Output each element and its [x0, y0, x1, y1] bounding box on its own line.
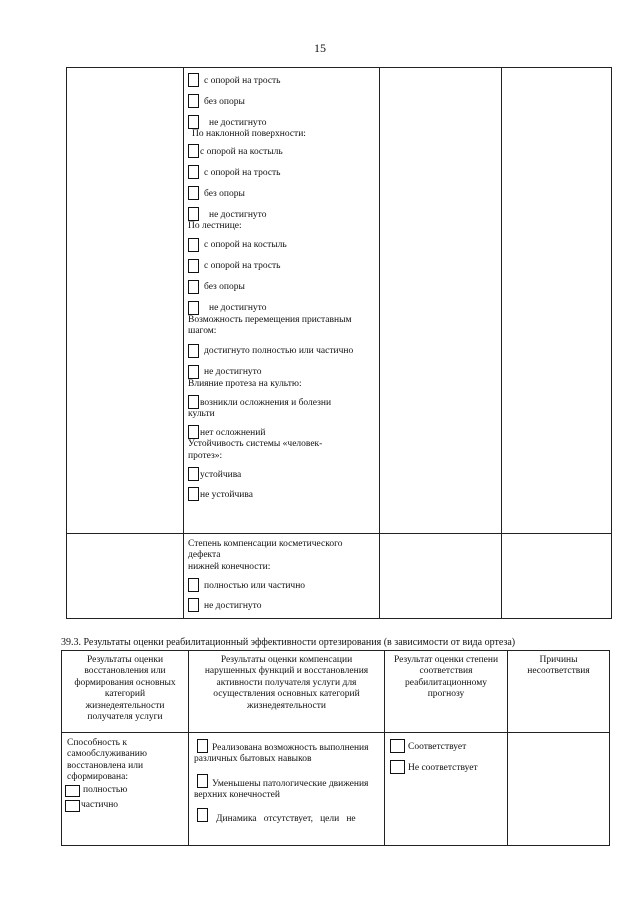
option-row[interactable] — [188, 115, 379, 129]
option-row[interactable] — [188, 94, 379, 108]
option-row[interactable] — [390, 760, 507, 774]
checkbox[interactable] — [188, 344, 199, 358]
option-row[interactable] — [188, 578, 379, 592]
self-care-text: Способность к самообслуживанию восстановлена или сформирована: — [67, 738, 147, 783]
option-row[interactable] — [188, 238, 379, 252]
page-number: 15 — [314, 41, 326, 55]
checkbox[interactable] — [188, 280, 199, 294]
option-row[interactable] — [188, 344, 379, 358]
cosmetic-heading-line: Степень компенсации косметического — [188, 539, 343, 549]
option-row[interactable] — [188, 73, 379, 87]
cosmetic-options-cell — [184, 534, 380, 619]
stump-heading: Влияние протеза на культю: — [188, 378, 302, 389]
option-row[interactable] — [65, 785, 188, 797]
checkbox[interactable] — [188, 425, 199, 439]
option-label: полностью — [83, 785, 128, 796]
option-label: Соответствует — [408, 741, 467, 752]
checkbox[interactable] — [188, 578, 199, 592]
option-label: с опорой на трость — [204, 261, 281, 272]
checkbox[interactable] — [188, 115, 199, 129]
orthosis-results-table — [61, 650, 610, 846]
option-row[interactable] — [390, 739, 507, 753]
checkbox[interactable] — [188, 598, 199, 612]
option-label: Реализована возможность выполнения различных бытовых навыков — [194, 743, 369, 765]
checkbox[interactable] — [390, 760, 405, 774]
side-step-heading-line: Возможность перемещения приставным — [188, 314, 352, 325]
cosmetic-heading-line: нижней конечности: — [188, 561, 271, 572]
option-label: не достигнуто — [209, 117, 267, 128]
upper-empty-cell-1 — [67, 68, 184, 534]
option-row[interactable] — [188, 467, 379, 481]
option-label: без опоры — [204, 96, 245, 107]
upper-empty-cell-8 — [502, 534, 612, 619]
checkbox[interactable] — [188, 94, 199, 108]
checkbox[interactable] — [188, 365, 199, 379]
option-row[interactable] — [188, 425, 379, 439]
compensation-cell — [189, 733, 385, 846]
option-label: устойчива — [200, 469, 242, 480]
option-row[interactable] — [194, 774, 380, 802]
checkbox[interactable] — [197, 774, 208, 788]
upper-empty-cell-3 — [380, 68, 502, 534]
checkbox[interactable] — [390, 739, 405, 753]
option-row[interactable] — [188, 395, 379, 409]
cosmetic-heading-line: дефекта — [188, 550, 221, 561]
option-label: не устойчива — [200, 489, 253, 500]
option-label: возникли осложнения и болезни — [200, 397, 332, 408]
option-row[interactable] — [188, 207, 379, 221]
option-label: Не соответствует — [408, 762, 478, 773]
option-label: с опорой на трость — [204, 75, 281, 86]
upper-empty-cell-4 — [502, 68, 612, 534]
option-row[interactable] — [188, 280, 379, 294]
option-label: с опорой на костыль — [200, 147, 283, 157]
option-row[interactable] — [188, 598, 379, 612]
self-care-cell — [62, 733, 189, 846]
option-row[interactable] — [188, 301, 379, 315]
side-step-heading-line: шагом: — [188, 326, 217, 337]
option-label: не достигнуто — [209, 210, 267, 220]
checkbox[interactable] — [188, 487, 199, 501]
prognosis-cell — [385, 733, 508, 846]
option-label: без опоры — [204, 282, 245, 293]
checkbox[interactable] — [188, 238, 199, 252]
side-step-heading — [188, 315, 379, 338]
checkbox[interactable] — [188, 467, 199, 481]
checkbox[interactable] — [197, 739, 208, 753]
option-row[interactable] — [188, 165, 379, 179]
option-label: нет осложнений — [200, 427, 266, 438]
header-cell-4: Причины несоответствия — [508, 651, 610, 733]
checkbox[interactable] — [188, 301, 199, 315]
header-cell-2: Результаты оценки компенсации нарушенных функций и восстановления активности получателя услуги для осуществления основных категорий жизнедеятельности — [189, 651, 385, 733]
option-row[interactable] — [188, 487, 379, 501]
checkbox[interactable] — [65, 785, 80, 797]
checkbox[interactable] — [188, 165, 199, 179]
walking-options-cell — [184, 68, 380, 534]
option-row[interactable] — [188, 365, 379, 379]
checkbox[interactable] — [188, 395, 199, 409]
checkbox[interactable] — [188, 207, 199, 221]
header-cell-3: Результат оценки степени соответствия реабилитационному прогнозу — [385, 651, 508, 733]
checkbox[interactable] — [188, 144, 199, 158]
option-label: полностью или частично — [204, 580, 306, 591]
stability-heading-line: Устойчивость системы «человек- — [188, 439, 323, 450]
checkbox[interactable] — [188, 186, 199, 200]
option-row[interactable] — [194, 739, 380, 766]
option-row[interactable] — [194, 808, 380, 825]
option-label: Динамика отсутствует, цели не — [216, 813, 356, 824]
section-title: 39.3. Результаты оценки реабилитационный эффективности ортезирования (в зависимости от вида ортеза) — [61, 637, 516, 648]
option-label: не достигнуто — [209, 303, 267, 314]
option-label-continuation: культи — [188, 408, 215, 419]
checkbox[interactable] — [65, 800, 80, 812]
checkbox[interactable] — [188, 73, 199, 87]
option-label: достигнуто полностью или частично — [204, 346, 354, 357]
header-cell-1: Результаты оценки восстановления или формирования основных категорий жизнедеятельности получателя услуги — [62, 651, 189, 733]
option-row[interactable] — [65, 800, 188, 812]
upper-empty-cell-7 — [380, 534, 502, 619]
upper-empty-cell-5 — [67, 534, 184, 619]
option-label: с опорой на трость — [204, 168, 281, 178]
slope-heading: По наклонной поверхности: — [192, 129, 306, 139]
option-label: без опоры — [204, 189, 245, 199]
upper-table — [66, 67, 612, 619]
stairs-heading: По лестнице: — [188, 221, 242, 232]
checkbox[interactable] — [188, 259, 199, 273]
option-label: частично — [81, 800, 119, 811]
option-row[interactable] — [188, 259, 379, 273]
option-row[interactable] — [188, 144, 379, 158]
option-label: с опорой на костыль — [204, 240, 287, 251]
option-label: Уменьшены патологические движения верхних конечностей — [194, 778, 369, 801]
reasons-cell — [508, 733, 610, 846]
stability-heading-line: протез»: — [188, 450, 223, 461]
stability-heading — [188, 439, 379, 462]
option-label: не достигнуто — [204, 600, 262, 611]
checkbox[interactable] — [197, 808, 208, 822]
option-label: не достигнуто — [204, 367, 262, 378]
option-row[interactable] — [188, 186, 379, 200]
